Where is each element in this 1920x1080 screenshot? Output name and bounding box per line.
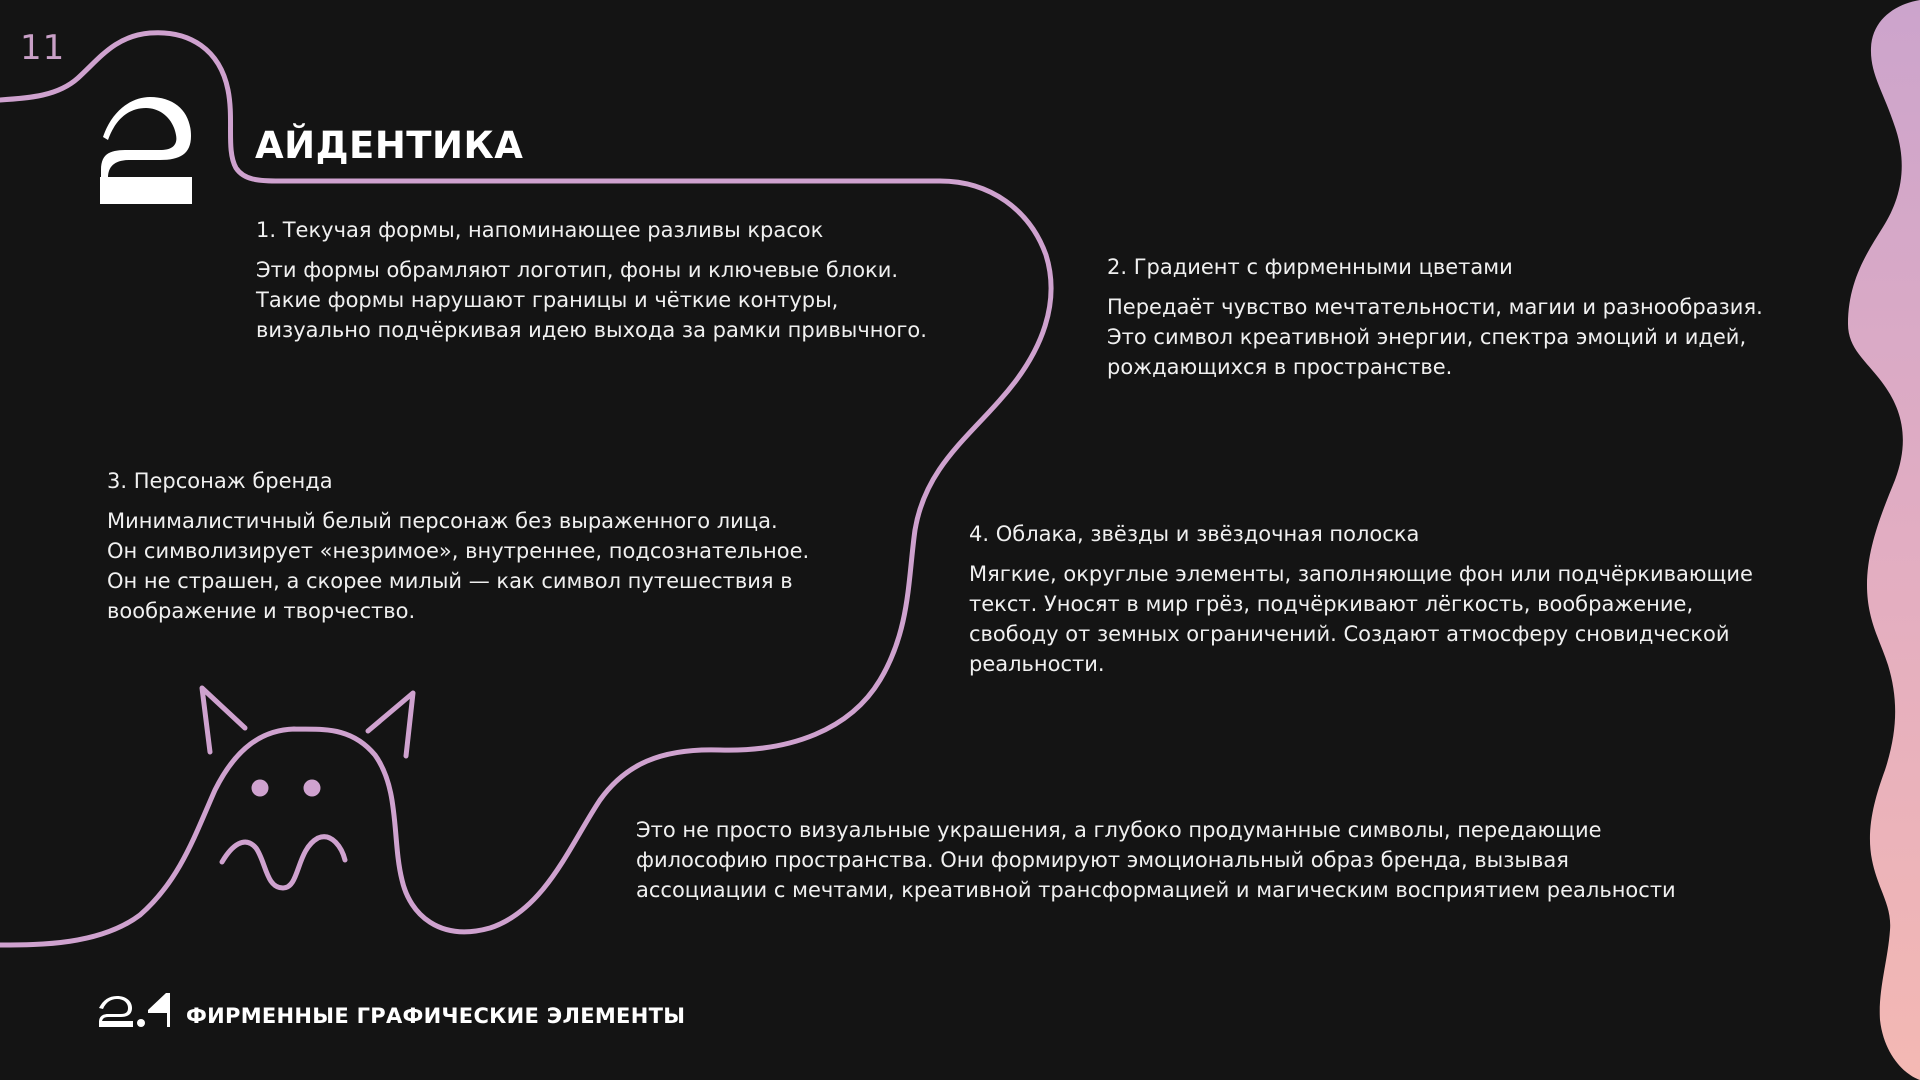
body-line: Такие формы нарушают границы и чёткие контуры,: [256, 288, 839, 312]
body-line: визуально подчёркивая идею выхода за рамки привычного.: [256, 318, 927, 342]
mouth-icon: [222, 837, 345, 888]
subsection-title: ФИРМЕННЫЕ ГРАФИЧЕСКИЕ ЭЛЕМЕНТЫ: [186, 1004, 686, 1028]
block-title: 4. Облака, звёзды и звёздочная полоска: [969, 522, 1420, 546]
section-title: АЙДЕНТИКА: [255, 124, 524, 167]
block-title: 2. Градиент с фирменными цветами: [1107, 255, 1513, 279]
block-body: [256, 255, 927, 345]
page-number: 11: [20, 28, 66, 68]
body-line: Он не страшен, а скорее милый — как символ путешествия в: [107, 569, 793, 593]
body-line: воображение и творчество.: [107, 599, 416, 623]
block-body: [969, 559, 1753, 679]
block-body: [107, 506, 809, 626]
body-line: Он символизирует «незримое», внутреннее, подсознательное.: [107, 539, 810, 563]
left-ear-icon: [202, 688, 245, 752]
body-line: Передаёт чувство мечтательности, магии и разнообразия.: [1107, 295, 1763, 319]
content-block-gradient: [1107, 252, 1763, 382]
body-line: реальности.: [969, 652, 1105, 676]
right-eye-icon: [304, 780, 321, 797]
body-line: текст. Уносят в мир грёз, подчёркивают лёгкость, воображение,: [969, 592, 1694, 616]
content-block-fluid-forms: [256, 215, 927, 345]
section-number-glyph: [100, 97, 192, 204]
summary-line: ассоциации с мечтами, креативной трансформацией и магическим восприятием реальности: [636, 878, 1676, 902]
body-line: Мягкие, округлые элементы, заполняющие фон или подчёркивающие: [969, 562, 1753, 586]
right-ear-icon: [368, 693, 413, 756]
block-title: 3. Персонаж бренда: [107, 469, 333, 493]
body-line: рождающихся в пространстве.: [1107, 355, 1453, 379]
summary-line: Это не просто визуальные украшения, а глубоко продуманные символы, передающие: [636, 818, 1602, 842]
body-line: Минималистичный белый персонаж без выраженного лица.: [107, 509, 778, 533]
body-line: Это символ креативной энергии, спектра эмоций и идей,: [1107, 325, 1747, 349]
summary-line: философию пространства. Они формируют эмоциональный образ бренда, вызывая: [636, 848, 1569, 872]
left-eye-icon: [252, 780, 269, 797]
subsection-number-glyph: [99, 993, 170, 1027]
body-line: свободу от земных ограничений. Создают атмосферу сновидческой: [969, 622, 1730, 646]
content-block-clouds-stars: [969, 519, 1753, 679]
summary-paragraph: [636, 815, 1676, 905]
body-line: Эти формы обрамляют логотип, фоны и ключевые блоки.: [256, 258, 899, 282]
block-body: [1107, 292, 1763, 382]
content-block-brand-character: [107, 466, 809, 626]
gradient-wave-decoration: [1848, 0, 1920, 1080]
block-title: 1. Текучая формы, напоминающее разливы красок: [256, 218, 824, 242]
